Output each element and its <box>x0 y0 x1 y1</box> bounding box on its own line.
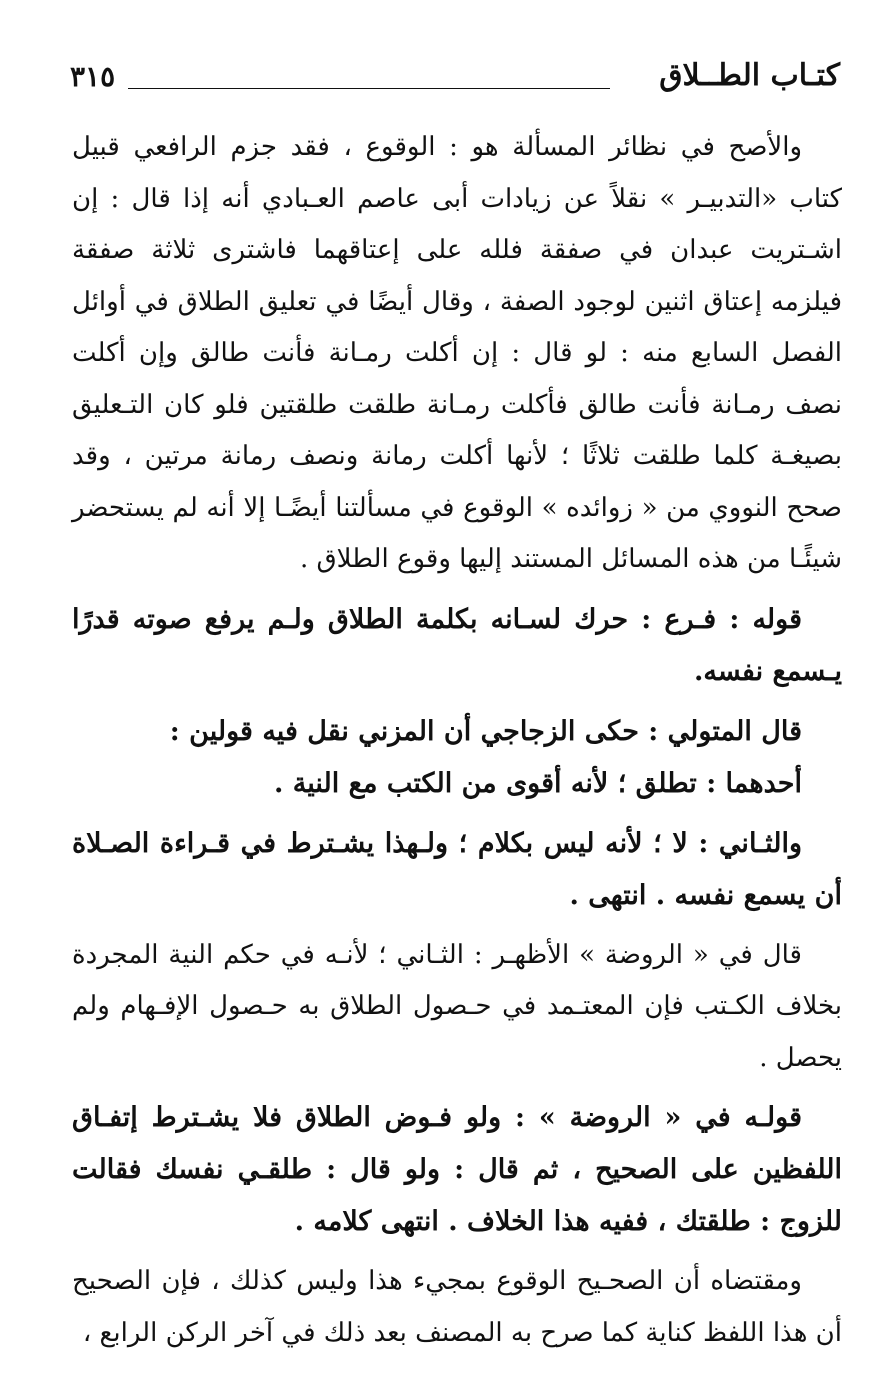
running-title: كتـاب الطــلاق <box>659 58 840 93</box>
paragraph-7: قولـه في « الروضة » : ولو فـوض الطلاق فلا يشـترط إتفـاق اللفظين على الصحيح ، ثم قال : ولو قال : طلقـي نفسك فقالت للزوج : طلقتك ، ففيه هذا الخلاف . انتهى كلامه . <box>72 1102 842 1237</box>
paragraph-8: ومقتضاه أن الصحـيح الوقوع بمجيء هذا وليس كذلك ، فإن الصحيح أن هذا اللفظ كناية كما صرح به المصنف بعد ذلك في آخر الركن الرابع ، <box>72 1266 842 1348</box>
paragraph-2: قوله : فـرع : حرك لسـانه بكلمة الطلاق ولـم يرفع صوته قدرًا يـسمع نفسه. <box>72 603 842 687</box>
paragraph-1: والأصح في نظائر المسألة هو : الوقوع ، فقد جزم الرافعي قبيل كتاب «التدبيـر » نقلاً عن زيادات أبى عاصم العـبادي أنه إذا قال : إن اشـتريت عبدان في صفقة فلله على إعتاقهما فاشترى ثلاثة صفقة فيلزمه إعتاق اثنين لوجود الصفة ، وقال أيضًا في تعليق الطلاق في أوائل الفصل السابع منه : لو قال : إن أكلت رمـانة فأنت طالق وإن أكلت نصف رمـانة فأنت طالق فأكلت رمـانة طلقت طلقتين فلو كان التـعليق بصيغـة كلما طلقت ثلاثًا ؛ لأنها أكلت رمانة ونصف رمانة مرتين ، وقد صحح النووي من « زوائده » الوقوع في مسألتنا أيضًـا إلا أنه لم يستحضر شيئًـا من هذه المسائل المستند إليها وقوع الطلاق . <box>72 132 843 574</box>
paragraph-3: قال المتولي : حكى الزجاجي أن المزني نقل فيه قولين : <box>169 715 802 747</box>
body-text <box>72 122 842 1359</box>
paragraph-6: قال في « الروضة » الأظهـر : الثـاني ؛ لأنـه في حكم النية المجردة بخلاف الكـتب فإن المعتـمد في حـصول الطلاق به حـصول الإفـهام ولم يحصل . <box>72 939 842 1073</box>
page-number: ٣١٥ <box>70 60 116 93</box>
paragraph-4: أحدهما : تطلق ؛ لأنه أقوى من الكتب مع النية . <box>273 767 802 799</box>
header-rule <box>128 88 610 89</box>
paragraph-5: والثـاني : لا ؛ لأنه ليس بكلام ؛ ولـهذا يشـترط في قـراءة الصـلاة أن يسمع نفسه . انتهى . <box>72 827 842 911</box>
page-header <box>70 52 840 112</box>
